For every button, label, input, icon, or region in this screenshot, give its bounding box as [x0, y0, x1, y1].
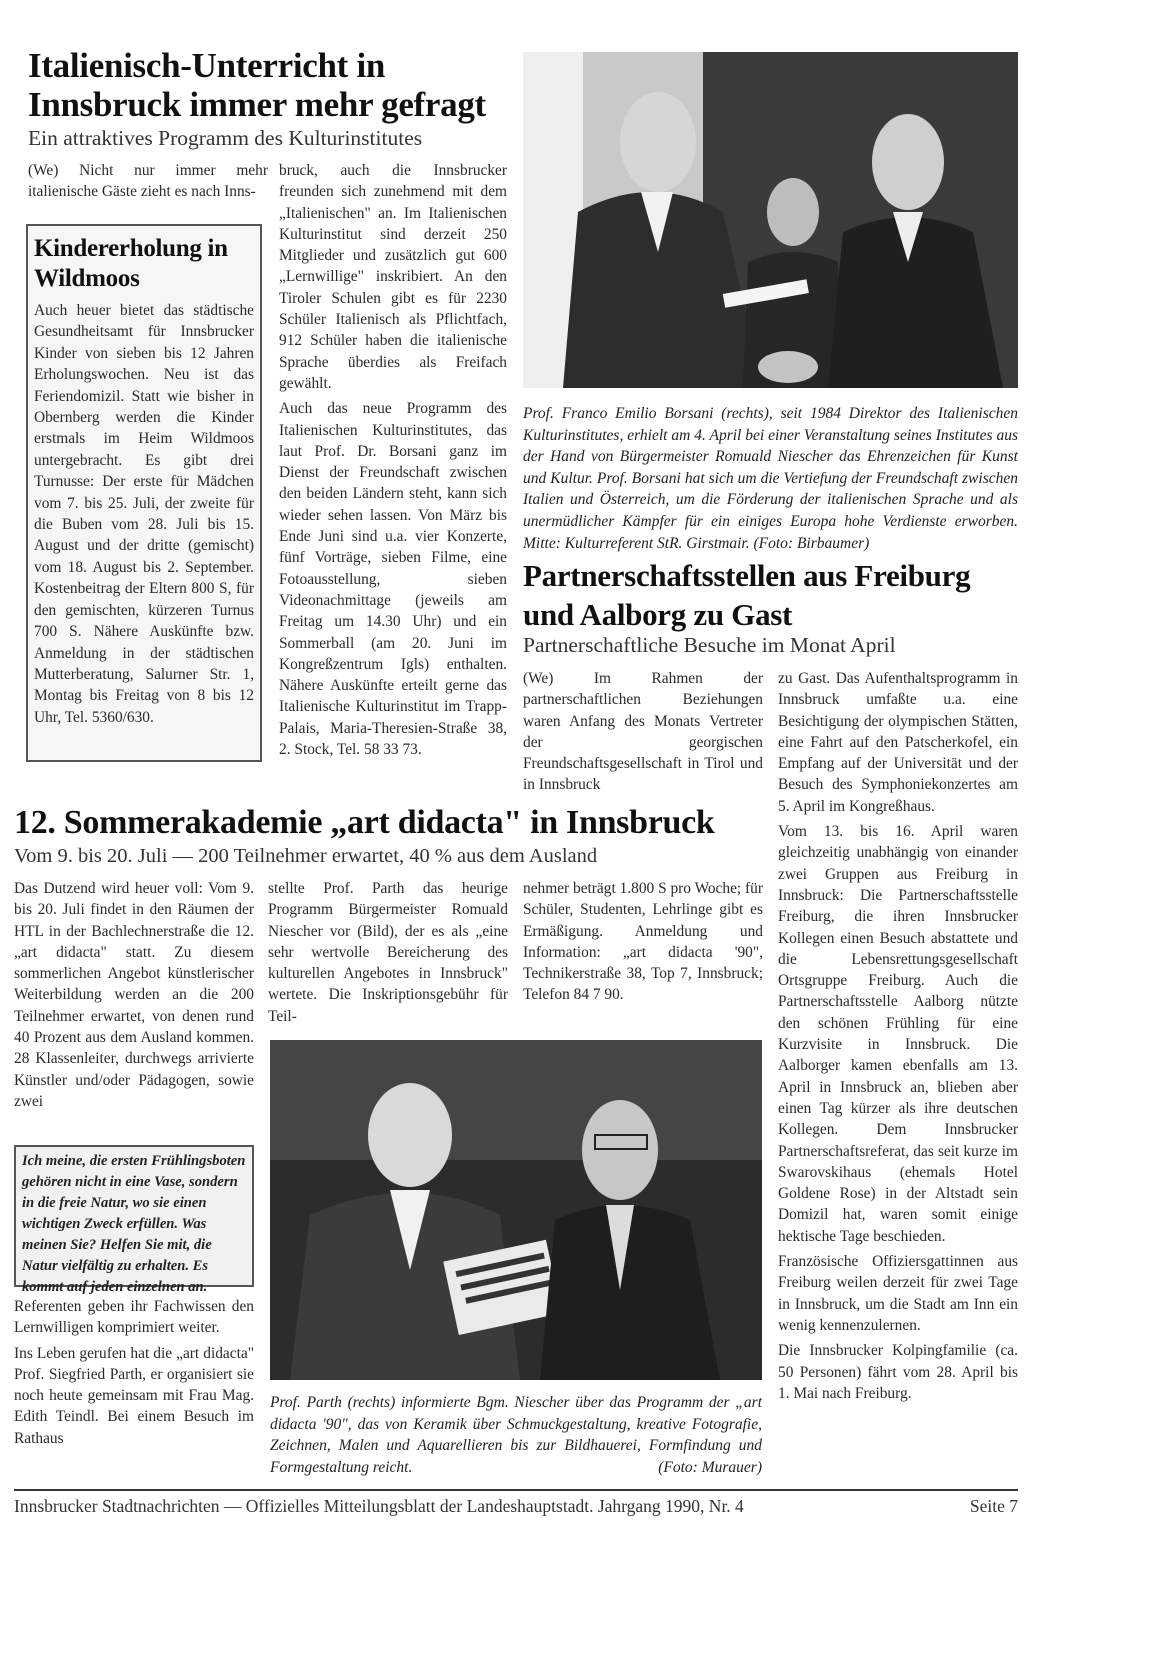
article2-paragraph: (We) Im Rahmen der partnerschaftlichen Beziehungen waren Anfang des Monats Vertreter der georgischen Freundschaftsgesellschaft in Tirol und in Innsbruck	[523, 670, 763, 794]
article2-title: Partnerschaftsstellen aus Freiburg und Aalborg zu Gast	[523, 558, 971, 632]
article2-paragraph: Die Innsbrucker Kolpingfamilie (ca. 50 Personen) fährt vom 28. April bis 1. Mai nach Freiburg.	[778, 1342, 1018, 1402]
box-kindererholung	[26, 224, 262, 762]
article1-column1-intro	[28, 160, 268, 207]
article1-column2	[279, 160, 507, 764]
article2-column2	[778, 668, 1018, 1408]
nature-quote-box	[14, 1145, 254, 1295]
article3-subtitle: Vom 9. bis 20. Juli — 200 Teilnehmer erwartet, 40 % aus dem Ausland	[14, 845, 598, 867]
footer-rule	[14, 1489, 1018, 1491]
nature-quote-text: Ich meine, die ersten Frühlingsboten gehören nicht in eine Vase, sondern in die freie Natur, wo sie einen wichtigen Zweck erfüllen. Was meinen Sie? Helfen Sie mit, die Natur vielfältig zu erhalten. Es kommt auf jeden einzelnen an.	[22, 1153, 246, 1295]
footer-publication: Innsbrucker Stadtnachrichten — Offizielles Mitteilungsblatt der Landeshauptstadt. Jahrgang 1990, Nr. 4	[14, 1496, 744, 1516]
article2-paragraph: Französische Offiziersgattinnen aus Freiburg weilen derzeit für zwei Tage in Innsbruck, um die Stadt am Inn ein wenig kennenzulernen.	[778, 1253, 1018, 1334]
photo-parth-caption	[270, 1392, 762, 1478]
article1-paragraph: bruck, auch die Innsbrucker freunden sich zunehmend mit dem „Italienischen" an. Im Italienischen Kulturinstitut sind derzeit 250 Mitglieder und zusätzlich gut 600 „Lernwillige" inskribiert. An den Tiroler Schulen gibt es für 2230 Schüler Italienisch als Pflichtfach, 912 Schüler haben die italienische Sprache überdies als Freifach gewählt.	[279, 162, 507, 392]
article3-paragraph: stellte Prof. Parth das heurige Programm Bürgermeister Romuald Niescher vor (Bild), der es als „eine sehr wertvolle Bereicherung des kulturellen Angebotes in Innsbruck" wertete. Die Inskriptionsgebühr für Teil-	[268, 880, 508, 1025]
photo-borsani-award	[523, 52, 1018, 388]
article1-intro-text: (We) Nicht nur immer mehr italienische Gäste zieht es nach Inns-	[28, 162, 268, 201]
article2-subtitle: Partnerschaftliche Besuche im Monat April	[523, 633, 896, 657]
article3-column2	[268, 878, 508, 1031]
article3-paragraph: nehmer beträgt 1.800 S pro Woche; für Schüler, Studenten, Lehrlinge gibt es Ermäßigung. Anmeldung und Information: „art didacta '90", Technikerstraße 38, Top 7, Innsbruck; Telefon 84 7 90.	[523, 880, 763, 1004]
photo-borsani-caption: Prof. Franco Emilio Borsani (rechts), seit 1984 Direktor des Italienischen Kulturinstitutes, erhielt am 4. April bei einer Veranstaltung seines Institutes aus der Hand von Bürgermeister Romuald Niescher das Ehrenzeichen für Kunst und Kultur. Prof. Borsani hat sich um die Vertiefung der Freundschaft zwischen Italien und Österreich, um die Förderung der italienischen Sprache und als unermüdlicher Kämpfer für ein einiges Europa hohe Verdienste erworben. Mitte: Kulturreferent StR. Girstmair. (Foto: Birbaumer)	[523, 405, 1018, 552]
article3-title: 12. Sommerakademie „art didacta" in Innsbruck	[14, 804, 715, 841]
article1-title: Italienisch-Unterricht in Innsbruck immer mehr gefragt	[28, 46, 486, 124]
article1-paragraph: Auch das neue Programm des Italienischen Kulturinstitutes, das laut Prof. Dr. Borsani ganz im Dienst der Freundschaft zwischen den beiden Ländern steht, kann sich wieder sehen lassen. Von März bis Ende Juni sind u.a. vier Konzerte, fünf Vorträge, sieben Filme, eine Fotoausstellung, sieben Videonachmittage (jeweils am Freitag um 14.30 Uhr) und ein Sommerball (am 20. Juni im Kongreßzentrum Igls) enthalten. Nähere Auskünfte erteilt gerne das Italienische Kulturinstitut im Trapp-Palais, Maria-Theresien-Straße 38, 2. Stock, Tel. 58 33 73.	[279, 400, 507, 759]
article2-column1	[523, 668, 763, 800]
box-kindererholung-title: Kindererholung in Wildmoos	[34, 235, 228, 292]
article2-paragraph: zu Gast. Das Aufenthaltsprogramm in Innsbruck umfaßte u.a. eine Besichtigung der olympischen Stätten, eine Fahrt auf den Patscherkofel, ein Empfang auf der Universität und der Besuch des Symphoniekonzertes am 5. April im Kongreßhaus.	[778, 670, 1018, 815]
footer-page-number: Seite 7	[969, 1496, 1018, 1516]
article3-column3	[523, 878, 763, 1010]
article3-paragraph: Ins Leben gerufen hat die „art didacta" Prof. Siegfried Parth, er organisiert sie noch heute gemeinsam mit Frau Mag. Edith Teindl. Bei einem Besuch im Rathaus	[14, 1344, 254, 1447]
article3-column1-bottom	[14, 1296, 254, 1453]
article1-subtitle: Ein attraktives Programm des Kulturinstitutes	[28, 126, 423, 150]
article3-column1-top	[14, 878, 254, 1116]
box-kindererholung-text: Auch heuer bietet das städtische Gesundheitsamt für Innsbrucker Kinder von sieben bis 12 Jahren Erholungswochen. Neu ist das Feriendomizil. Statt wie bisher in Obernberg werden die Kinder erstmals im Heim Wildmoos untergebracht. Es gibt drei Turnusse: Der erste für Mädchen vom 7. bis 25. Juli, der zweite für die Buben vom 28. Juli bis 15. August und der dritte (gemischt) vom 18. August bis 2. September. Kostenbeitrag der Eltern 800 S, für den gemischten, kürzeren Turnus 700 S. Nähere Auskünfte bzw. Anmeldung in der städtischen Mutterberatung, Salurner Str. 1, Montag bis Freitag von 8 bis 12 Uhr, Tel. 5360/630.	[34, 302, 254, 726]
article3-paragraph: Das Dutzend wird heuer voll: Vom 9. bis 20. Juli findet in den Räumen der HTL in der Bachlechnerstraße die 12. „art didacta" statt. Zu diesem sommerlichen Angebot künstlerischer Weiterbildung werden an die 200 Teilnehmer erwartet, von denen rund 40 Prozent aus dem Ausland kommen. 28 Klassenleiter, durchwegs arrivierte Künstler und/oder Pädagogen, sowie zwei	[14, 880, 254, 1110]
photo-parth-niescher	[270, 1040, 762, 1380]
article2-paragraph: Vom 13. bis 16. April waren gleichzeitig unabhängig von einander zwei Gruppen aus Freiburg in Innsbruck: Die Partnerschaftsstelle Freiburg, die ihren Innsbrucker Kollegen einen Besuch abstattete und die Lebensrettungsgesellschaft Ortsgruppe Freiburg. Auch die Partnerschaftsstelle Aalborg nützte den schönen Frühling für eine Kurzvisite in Innsbruck. Die Aalborger kamen ebenfalls am 13. April in Innsbruck an, blieben aber einen Tag kürzer als ihre deutschen Kollegen. Dem Innsbrucker Partnerschaftsreferat, das seit kurze im Swarovskihaus (ehemals Hotel Goldene Rose) in der Altstadt sein Domizil hat, waren somit einige hektische Tage beschieden.	[778, 823, 1018, 1245]
photo-parth-caption-text: Prof. Parth (rechts) informierte Bgm. Niescher über das Programm der „art didacta '90", das von Keramik über Schmuckgestaltung, kreative Fotografie, Zeichnen, Malen und Aquarellieren bis zur Bildhauerei, Formfindung und Formgestaltung reicht.	[270, 1394, 762, 1476]
photo-parth-credit: (Foto: Murauer)	[658, 1458, 762, 1476]
article3-paragraph: Referenten geben ihr Fachwissen den Lernwilligen komprimiert weiter.	[14, 1298, 254, 1337]
